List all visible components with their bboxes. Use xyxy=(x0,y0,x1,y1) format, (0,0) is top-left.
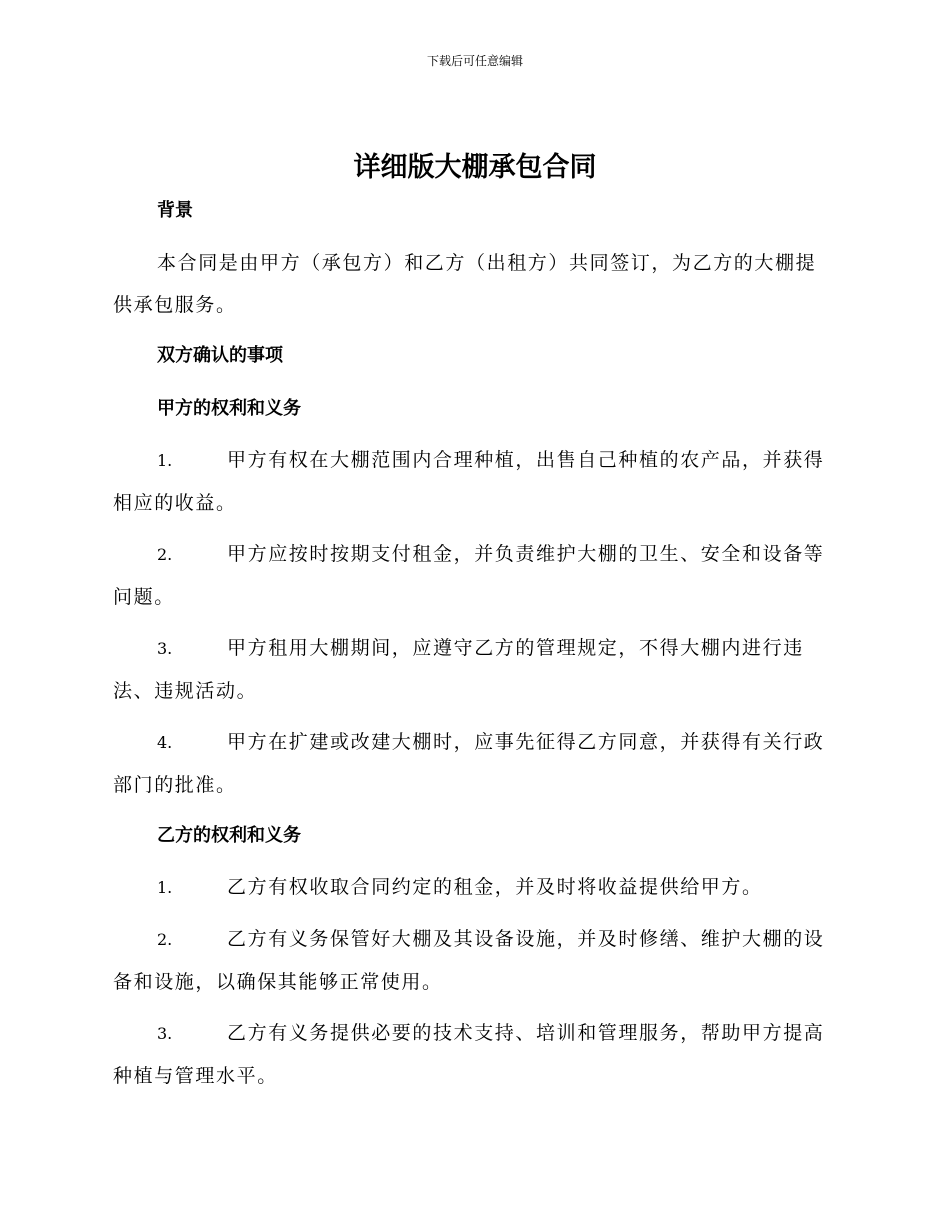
item-number: 2. xyxy=(157,545,173,564)
paragraph-text: 本合同是由甲方（承包方）和乙方（出租方）共同签订，为乙方的大棚提供承包服务。 xyxy=(113,252,817,316)
item-number: 3. xyxy=(157,639,173,658)
list-item-party-a-1 xyxy=(113,439,835,524)
item-text: 甲方应按时按期支付租金，并负责维护大棚的卫生、安全和设备等问题。 xyxy=(113,543,825,608)
list-item-party-b-3 xyxy=(113,1012,835,1097)
paragraph-background xyxy=(113,242,835,326)
list-item-party-a-4 xyxy=(113,721,835,806)
item-number: 1. xyxy=(157,451,173,470)
header-note: 下载后可任意编辑 xyxy=(426,54,523,68)
heading-background: 背景 xyxy=(157,200,193,221)
list-item-party-b-2 xyxy=(113,918,835,1003)
item-number: 3. xyxy=(157,1024,173,1043)
item-text: 乙方有义务提供必要的技术支持、培训和管理服务，帮助甲方提高种植与管理水平。 xyxy=(113,1022,825,1087)
item-text: 乙方有权收取合同约定的租金，并及时将收益提供给甲方。 xyxy=(227,876,763,898)
heading-party-a: 甲方的权利和义务 xyxy=(157,398,301,419)
item-number: 4. xyxy=(157,733,173,752)
list-item-party-b-1 xyxy=(113,866,835,909)
document-title: 详细版大棚承包合同 xyxy=(353,152,597,183)
item-number: 2. xyxy=(157,930,173,949)
item-text: 乙方有义务保管好大棚及其设备设施，并及时修缮、维护大棚的设备和设施，以确保其能够正常使用。 xyxy=(113,928,825,993)
heading-party-b: 乙方的权利和义务 xyxy=(157,825,301,846)
item-number: 1. xyxy=(157,878,173,897)
item-text: 甲方租用大棚期间，应遵守乙方的管理规定，不得大棚内进行违法、违规活动。 xyxy=(113,637,804,702)
heading-confirmed-matters: 双方确认的事项 xyxy=(157,345,283,366)
list-item-party-a-2 xyxy=(113,533,835,618)
item-text: 甲方在扩建或改建大棚时，应事先征得乙方同意，并获得有关行政部门的批准。 xyxy=(113,731,825,796)
list-item-party-a-3 xyxy=(113,627,835,712)
item-text: 甲方有权在大棚范围内合理种植，出售自己种植的农产品，并获得相应的收益。 xyxy=(113,449,825,514)
